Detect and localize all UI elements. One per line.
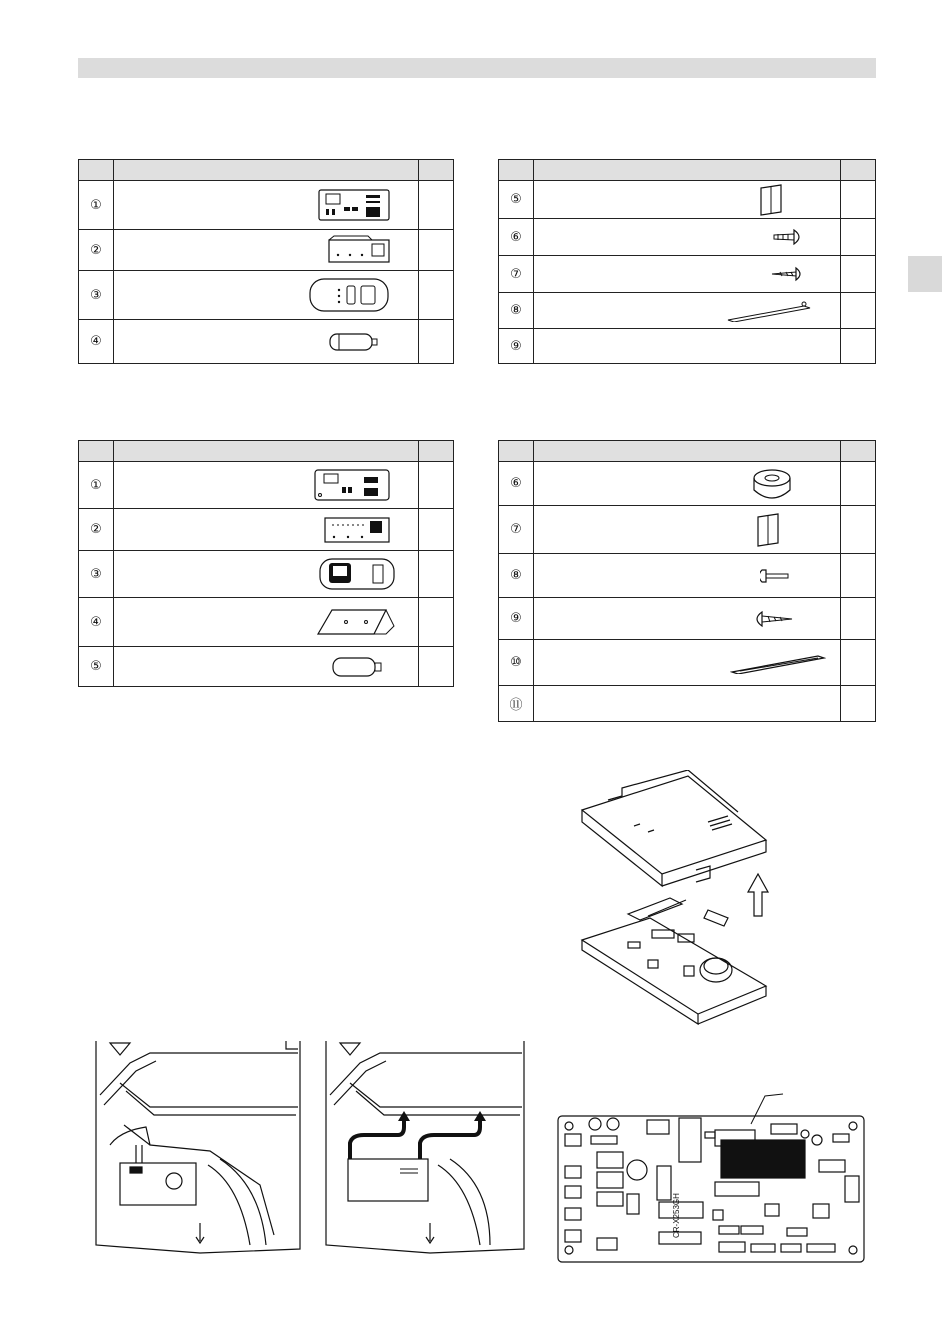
screw-icon <box>760 568 790 584</box>
manual-booklet-icon <box>756 513 780 547</box>
table-row <box>79 462 454 509</box>
row-number: ⑦ <box>499 256 534 293</box>
parts-table-1 <box>78 159 454 364</box>
table-row <box>499 293 876 329</box>
table-row <box>79 230 454 271</box>
table-row <box>79 509 454 551</box>
table-row <box>79 271 454 320</box>
exploded-controller-diagram <box>578 770 778 1040</box>
row-number: ① <box>79 462 114 509</box>
ferrite-core-icon <box>752 468 792 500</box>
table-row <box>79 181 454 230</box>
table-row <box>499 640 876 686</box>
remote-bracket-icon <box>328 235 390 265</box>
row-number: ⑪ <box>499 686 534 722</box>
table-row <box>499 686 876 722</box>
cable-tie-icon <box>726 300 812 322</box>
mounting-bracket-icon <box>316 604 396 640</box>
pcb-model-label: CR-X253GH <box>672 1193 681 1238</box>
controller-panel-icon <box>314 469 390 501</box>
row-number: ⑥ <box>499 219 534 256</box>
table-row <box>499 462 876 506</box>
row-number: ⑨ <box>499 329 534 364</box>
table-row <box>499 219 876 256</box>
remote-control-icon <box>309 278 389 312</box>
controller-board-icon <box>324 515 390 545</box>
row-number: ② <box>79 509 114 551</box>
pcb-board-diagram <box>555 1090 867 1266</box>
table-header <box>79 160 454 181</box>
row-number: ⑩ <box>499 640 534 686</box>
table-row <box>79 320 454 364</box>
cable-tie-icon <box>730 652 826 674</box>
battery-icon <box>329 332 379 352</box>
side-chapter-tab <box>908 256 942 292</box>
row-number: ③ <box>79 551 114 598</box>
tapping-screw-icon <box>770 266 806 282</box>
screw-icon <box>772 228 806 246</box>
table-header <box>499 441 876 462</box>
section-title-bar <box>78 58 876 78</box>
row-number: ④ <box>79 598 114 647</box>
row-number: ⑦ <box>499 506 534 554</box>
table-row <box>499 554 876 598</box>
parts-table-3 <box>78 440 454 687</box>
table-row <box>499 598 876 640</box>
table-row <box>79 598 454 647</box>
manual-booklet-icon <box>759 184 783 216</box>
row-number: ⑤ <box>499 181 534 219</box>
row-number: ③ <box>79 271 114 320</box>
table-row <box>499 256 876 293</box>
row-number: ⑤ <box>79 647 114 687</box>
row-number: ⑨ <box>499 598 534 640</box>
table-row <box>79 647 454 687</box>
installation-diagram-after <box>320 1035 530 1257</box>
row-number: ④ <box>79 320 114 364</box>
table-header <box>79 441 454 462</box>
remote-holder-front-icon <box>318 189 390 221</box>
table-row <box>79 551 454 598</box>
row-number: ⑧ <box>499 293 534 329</box>
installation-diagram-before <box>90 1035 308 1257</box>
table-row <box>499 181 876 219</box>
table-header <box>499 160 876 181</box>
row-number: ① <box>79 181 114 230</box>
tapping-screw-icon <box>754 610 794 628</box>
battery-icon <box>332 656 384 678</box>
parts-table-2 <box>498 159 876 364</box>
row-number: ② <box>79 230 114 271</box>
row-number: ⑧ <box>499 554 534 598</box>
wireless-remote-icon <box>319 557 395 591</box>
row-number: ⑥ <box>499 462 534 506</box>
parts-table-4 <box>498 440 876 722</box>
table-row <box>499 329 876 364</box>
table-row <box>499 506 876 554</box>
